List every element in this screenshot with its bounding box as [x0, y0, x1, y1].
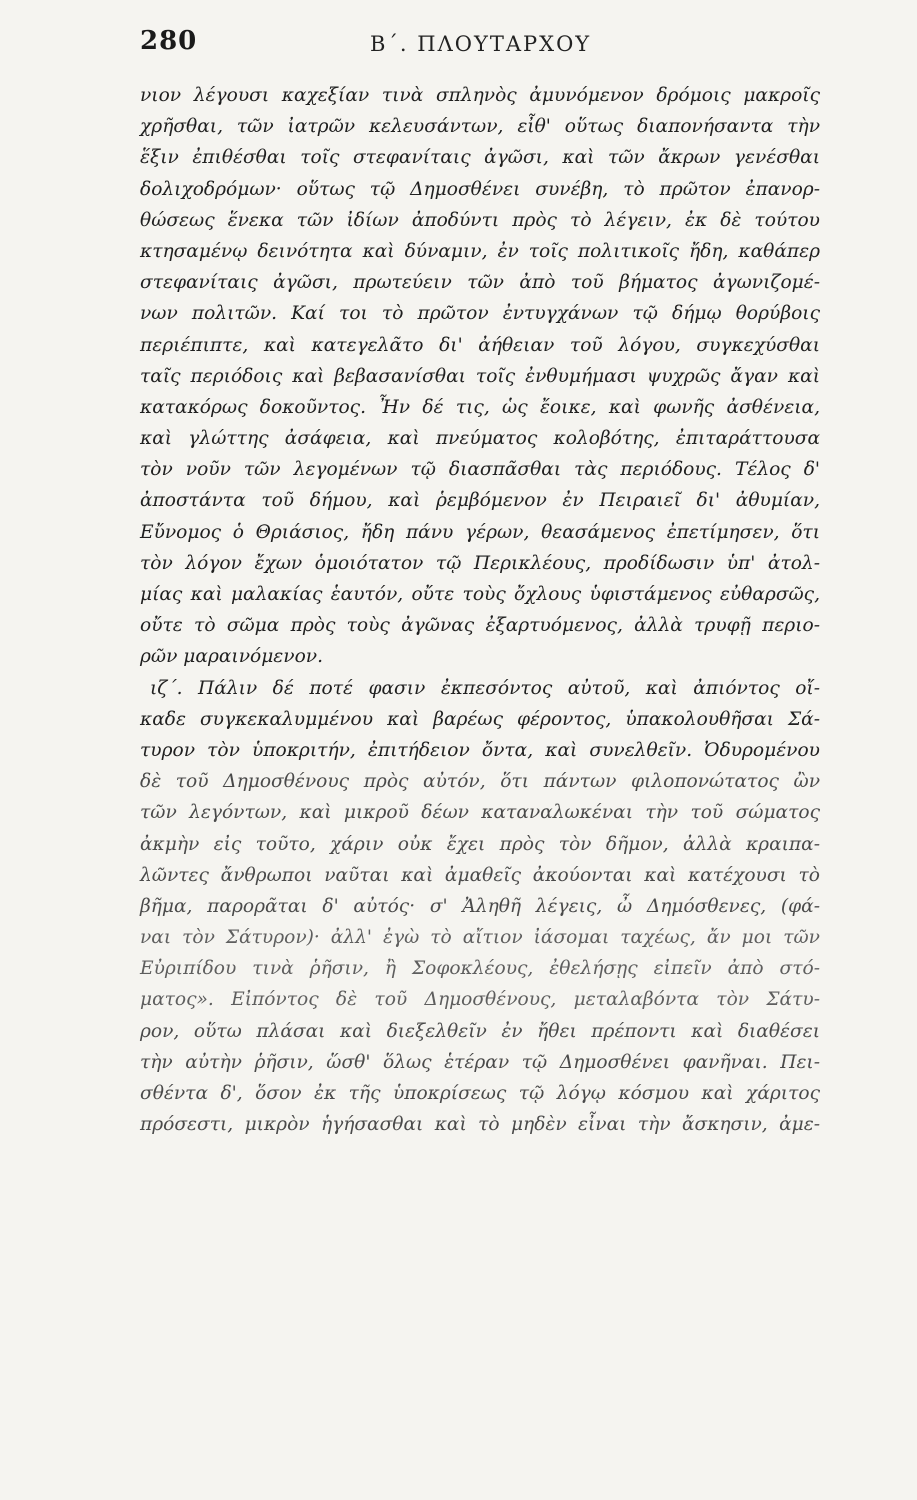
- text-line: τῶν λεγόντων, καὶ μικροῦ δέων καταναλωκέναι τὴν τοῦ σώματος: [140, 802, 820, 824]
- text-line: ρῶν μαραινόμενον.: [140, 646, 323, 668]
- text-line: ἀποστάντα τοῦ δήμου, καὶ ῥεμβόμενον ἐν Πειραιεῖ δι' ἀθυμίαν,: [140, 490, 820, 512]
- text-line: ἀκμὴν εἰς τοῦτο, χάριν οὐκ ἔχει πρὸς τὸν δῆμον, ἀλλὰ κραιπα-: [140, 833, 820, 855]
- text-line: ναι τὸν Σάτυρον)· ἀλλ' ἐγὼ τὸ αἴτιον ἰάσομαι ταχέως, ἄν μοι τῶν: [140, 927, 820, 949]
- text-line: λῶντες ἄνθρωποι ναῦται καὶ ἀμαθεῖς ἀκούονται καὶ κατέχουσι τὸ: [140, 864, 820, 886]
- text-line: ἕξιν ἐπιθέσθαι τοῖς στεφανίταις ἀγῶσι, καὶ τῶν ἄκρων γενέσθαι: [140, 147, 820, 169]
- text-line: χρῆσθαι, τῶν ἰατρῶν κελευσάντων, εἶθ' οὕτως διαπονήσαντα τὴν: [140, 116, 820, 138]
- text-line: θώσεως ἕνεκα τῶν ἰδίων ἀποδύντι πρὸς τὸ λέγειν, ἐκ δὲ τούτου: [140, 209, 820, 231]
- text-line: ταῖς περιόδοις καὶ βεβασανίσθαι τοῖς ἐνθυμήμασι ψυχρῶς ἄγαν καὶ: [140, 365, 820, 387]
- text-line: Εὔνομος ὁ Θριάσιος, ἤδη πάνυ γέρων, θεασάμενος ἐπετίμησεν, ὅτι: [140, 521, 820, 543]
- text-line: κατακόρως δοκοῦντος. Ἦν δέ τις, ὡς ἔοικε, καὶ φωνῆς ἀσθένεια,: [140, 396, 820, 418]
- text-line: τὸν λόγον ἔχων ὁμοιότατον τῷ Περικλέους, προδίδωσιν ὑπ' ἀτολ-: [140, 552, 820, 574]
- text-line: καδε συγκεκαλυμμένου καὶ βαρέως φέροντος, ὑπακολουθῆσαι Σά-: [140, 708, 820, 730]
- section-start-line: ιζ΄. Πάλιν δέ ποτέ φασιν ἐκπεσόντος αὐτοῦ, καὶ ἀπιόντος οἴ-: [150, 677, 820, 699]
- text-line: τὸν νοῦν τῶν λεγομένων τῷ διασπᾶσθαι τὰς περιόδους. Τέλος δ': [140, 459, 820, 481]
- text-line: καὶ γλώττης ἀσάφεια, καὶ πνεύματος κολοβότης, ἐπιταράττουσα: [140, 428, 820, 450]
- body-text: [140, 80, 820, 1140]
- text-line: κτησαμένῳ δεινότητα καὶ δύναμιν, ἐν τοῖς πολιτικοῖς ἤδη, καθάπερ: [140, 240, 820, 262]
- text-line: βῆμα, παρορᾶται δ' αὐτός· σ' Ἀληθῆ λέγεις, ὦ Δημόσθενες, (φά-: [140, 895, 820, 917]
- text-line: τὴν αὐτὴν ῥῆσιν, ὥσθ' ὅλως ἑτέραν τῷ Δημοσθένει φανῆναι. Πει-: [140, 1051, 820, 1073]
- text-line: νιον λέγουσι καχεξίαν τινὰ σπληνὸς ἀμυνόμενον δρόμοις μακροῖς: [140, 85, 820, 106]
- text-line: στεφανίταις ἀγῶσι, πρωτεύειν τῶν ἀπὸ τοῦ βήματος ἀγωνιζομέ-: [140, 272, 820, 294]
- text-line: ρον, οὕτω πλάσαι καὶ διεξελθεῖν ἐν ἤθει πρέποντι καὶ διαθέσει: [140, 1020, 820, 1042]
- text-line: μίας καὶ μαλακίας ἑαυτόν, οὔτε τοὺς ὄχλους ὑφιστάμενος εὐθαρσῶς,: [140, 584, 820, 605]
- text-line: δὲ τοῦ Δημοσθένους πρὸς αὐτόν, ὅτι πάντων φιλοπονώτατος ὢν: [140, 771, 820, 793]
- text-line: ματος». Εἰπόντος δὲ τοῦ Δημοσθένους, μεταλαβόντα τὸν Σάτυ-: [140, 989, 820, 1011]
- running-head: [140, 22, 820, 62]
- running-title: Β΄. ΠΛΟΥΤΑΡΧΟΥ: [370, 32, 592, 56]
- text-line: πρόσεστι, μικρὸν ἡγήσασθαι καὶ τὸ μηδὲν εἶναι τὴν ἄσκησιν, ἀμε-: [140, 1114, 820, 1136]
- text-line: δολιχοδρόμων· οὕτως τῷ Δημοσθένει συνέβη, τὸ πρῶτον ἐπανορ-: [140, 178, 820, 200]
- text-line: σθέντα δ', ὅσον ἐκ τῆς ὑποκρίσεως τῷ λόγῳ κόσμου καὶ χάριτος: [140, 1083, 820, 1104]
- page-number: 280: [140, 26, 198, 56]
- text-line: Εὐριπίδου τινὰ ῥῆσιν, ἢ Σοφοκλέους, ἐθελήσῃς εἰπεῖν ἀπὸ στό-: [140, 958, 820, 980]
- text-line: οὔτε τὸ σῶμα πρὸς τοὺς ἀγῶνας ἐξαρτυόμενος, ἀλλὰ τρυφῇ περιο-: [140, 615, 820, 637]
- text-line: τυρον τὸν ὑποκριτήν, ἐπιτήδειον ὄντα, καὶ συνελθεῖν. Ὀδυρομένου: [140, 739, 820, 761]
- text-line: περιέπιπτε, καὶ κατεγελᾶτο δι' ἀήθειαν τοῦ λόγου, συγκεχύσθαι: [140, 334, 820, 356]
- text-line: νων πολιτῶν. Καί τοι τὸ πρῶτον ἐντυγχάνων τῷ δήμῳ θορύβοις: [140, 303, 820, 325]
